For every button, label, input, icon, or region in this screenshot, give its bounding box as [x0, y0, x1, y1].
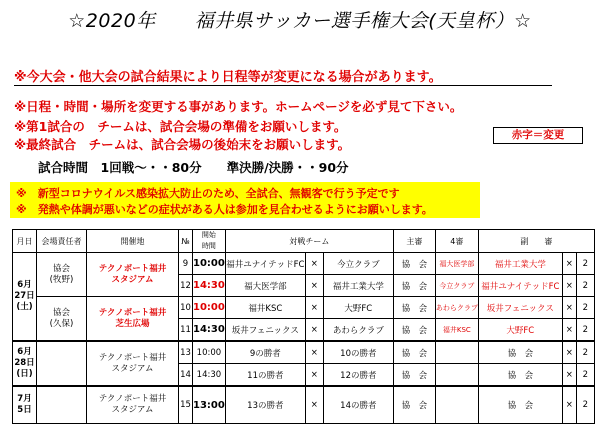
venue-line-1: テクノポート福井: [98, 394, 167, 404]
assistant-count: 2: [576, 297, 594, 319]
page-title: ☆2020年 福井県サッカー選手権大会(天皇杯）☆: [68, 10, 532, 32]
header-ref: 主審: [393, 230, 435, 253]
assistant-referee: 協 会: [478, 364, 562, 387]
times-mark: ×: [562, 319, 576, 342]
match-no: 9: [179, 253, 193, 275]
manager-cell-2: [37, 297, 87, 342]
start-time: 14:30: [193, 319, 226, 342]
covid-line-2: ※ 発熱や体調が悪いなどの症状がある人は参加を見合わせるようにお願いします。: [16, 203, 433, 216]
table-row: [13, 253, 595, 275]
manager-person: (久保): [49, 318, 74, 329]
away-team: あわらクラブ: [323, 319, 393, 342]
assistant-count: 2: [576, 275, 594, 297]
assistant-referee: 協 会: [478, 386, 562, 424]
manager-cell-1: [37, 253, 87, 297]
times-mark: ×: [562, 386, 576, 424]
away-team: 大野FC: [323, 297, 393, 319]
covid-notice: [10, 182, 480, 218]
assistant-count: 2: [576, 341, 594, 364]
times-mark: ×: [562, 341, 576, 364]
header-fourth: 4審: [435, 230, 478, 253]
date-cell-1: [13, 253, 37, 342]
date-day: 27日: [14, 291, 35, 301]
vs-mark: ×: [305, 319, 323, 342]
away-team: 14の勝者: [323, 386, 393, 424]
start-time: 10:00: [193, 297, 226, 319]
date-day: 5日: [17, 405, 32, 415]
date-month: 6月: [17, 347, 32, 357]
venue-line-2: スタジアム: [111, 274, 154, 285]
header-manager: 会場責任者: [37, 230, 87, 253]
venue-line-2: スタジアム: [111, 405, 154, 415]
table-row: [13, 386, 595, 424]
header-start: [193, 230, 226, 253]
venue-line-1: テクノポート福井: [98, 263, 167, 274]
assistant-referee: 坂井フェニックス: [478, 297, 562, 319]
venue-cell-2: [87, 297, 179, 342]
times-mark: ×: [562, 297, 576, 319]
fourth-official: 福井KSC: [435, 319, 478, 342]
referee: 協 会: [393, 275, 435, 297]
away-team: 12の勝者: [323, 364, 393, 387]
assistant-count: 2: [576, 364, 594, 387]
away-team: 10の勝者: [323, 341, 393, 364]
header-assistant: 副 審: [478, 230, 594, 253]
header-venue: 開催地: [87, 230, 179, 253]
fourth-official: [435, 386, 478, 424]
header-teams: 対戦チーム: [225, 230, 393, 253]
notice-change: ※今大会・他大会の試合結果により日程等が変更になる場合があります。: [14, 70, 442, 85]
match-no: 11: [179, 319, 193, 342]
vs-mark: ×: [305, 297, 323, 319]
fourth-official: [435, 364, 478, 387]
header-start-text: 開始時間: [201, 231, 216, 250]
table-row: [13, 297, 595, 319]
date-month: 7月: [17, 394, 32, 404]
match-no: 12: [179, 275, 193, 297]
venue-line-2: 芝生広場: [115, 318, 150, 329]
covid-line-1: ※ 新型コロナウイルス感染拡大防止のため、全試合、無観客で行う予定です: [16, 187, 400, 200]
vs-mark: ×: [305, 386, 323, 424]
manager-cell-3: [37, 341, 87, 386]
assistant-count: 2: [576, 386, 594, 424]
match-no: 10: [179, 297, 193, 319]
start-time: 14:30: [193, 275, 226, 297]
venue-line-1: テクノポート福井: [98, 307, 167, 318]
notice-schedule: ※日程・時間・場所を変更する事があります。ホームページを必ず見て下さい。: [14, 99, 463, 114]
assistant-count: 2: [576, 319, 594, 342]
date-month: 6月: [17, 280, 32, 290]
referee: 協 会: [393, 364, 435, 387]
date-cell-2: [13, 341, 37, 386]
assistant-referee: 福井ユナイテッドFC: [478, 275, 562, 297]
home-team: 坂井フェニックス: [225, 319, 305, 342]
venue-line-1: テクノポート福井: [98, 352, 167, 363]
fourth-official: [435, 341, 478, 364]
times-mark: ×: [562, 253, 576, 275]
venue-cell-3: [87, 341, 179, 386]
table-header-row: [13, 230, 595, 253]
vs-mark: ×: [305, 275, 323, 297]
home-team: 福井KSC: [225, 297, 305, 319]
vs-mark: ×: [305, 364, 323, 387]
times-mark: ×: [562, 275, 576, 297]
match-time: 試合時間 1回戦～・・80分 準決勝/決勝・・90分: [38, 160, 349, 175]
manager-person: (牧野): [49, 274, 74, 285]
venue-cell-1: [87, 253, 179, 297]
header-date: 月日: [13, 230, 37, 253]
match-no: 14: [179, 364, 193, 387]
manager-cell-4: [37, 386, 87, 424]
date-weekday: (日): [16, 369, 33, 379]
away-team: 福井工業大学: [323, 275, 393, 297]
referee: 協 会: [393, 297, 435, 319]
vs-mark: ×: [305, 341, 323, 364]
match-no: 15: [179, 386, 193, 424]
fourth-official: あわらクラブ: [435, 297, 478, 319]
date-cell-3: [13, 386, 37, 424]
divider: [14, 85, 552, 86]
assistant-referee: 大野FC: [478, 319, 562, 342]
home-team: 福大医学部: [225, 275, 305, 297]
home-team: 福井ユナイテッドFC: [225, 253, 305, 275]
match-no: 13: [179, 341, 193, 364]
notice-first-match: ※第1試合の チームは、試合会場の準備をお願いします。: [14, 119, 347, 134]
fourth-official: 今立クラブ: [435, 275, 478, 297]
referee: 協 会: [393, 319, 435, 342]
table-row: [13, 341, 595, 364]
start-time: 14:30: [193, 364, 226, 387]
assistant-count: 2: [576, 253, 594, 275]
start-time: 10:00: [193, 253, 226, 275]
date-weekday: (土): [16, 302, 33, 312]
manager-name: 協会: [52, 307, 70, 318]
referee: 協 会: [393, 253, 435, 275]
home-team: 11の勝者: [225, 364, 305, 387]
start-time: 10:00: [193, 341, 226, 364]
times-mark: ×: [562, 364, 576, 387]
schedule-table: [12, 229, 595, 424]
start-time: 13:00: [193, 386, 226, 424]
referee: 協 会: [393, 386, 435, 424]
fourth-official: 福大医学部: [435, 253, 478, 275]
notice-last-match: ※最終試合 チームは、試合会場の後始末をお願いします。: [14, 137, 351, 152]
header-no: №: [179, 230, 193, 253]
assistant-referee: 福井工業大学: [478, 253, 562, 275]
date-day: 28日: [14, 358, 35, 368]
venue-line-2: スタジアム: [111, 363, 154, 374]
home-team: 9の勝者: [225, 341, 305, 364]
referee: 協 会: [393, 341, 435, 364]
red-text-legend: 赤字＝変更: [493, 127, 583, 144]
vs-mark: ×: [305, 253, 323, 275]
manager-name: 協会: [52, 263, 70, 274]
away-team: 今立クラブ: [323, 253, 393, 275]
assistant-referee: 協 会: [478, 341, 562, 364]
venue-cell-4: [87, 386, 179, 424]
home-team: 13の勝者: [225, 386, 305, 424]
